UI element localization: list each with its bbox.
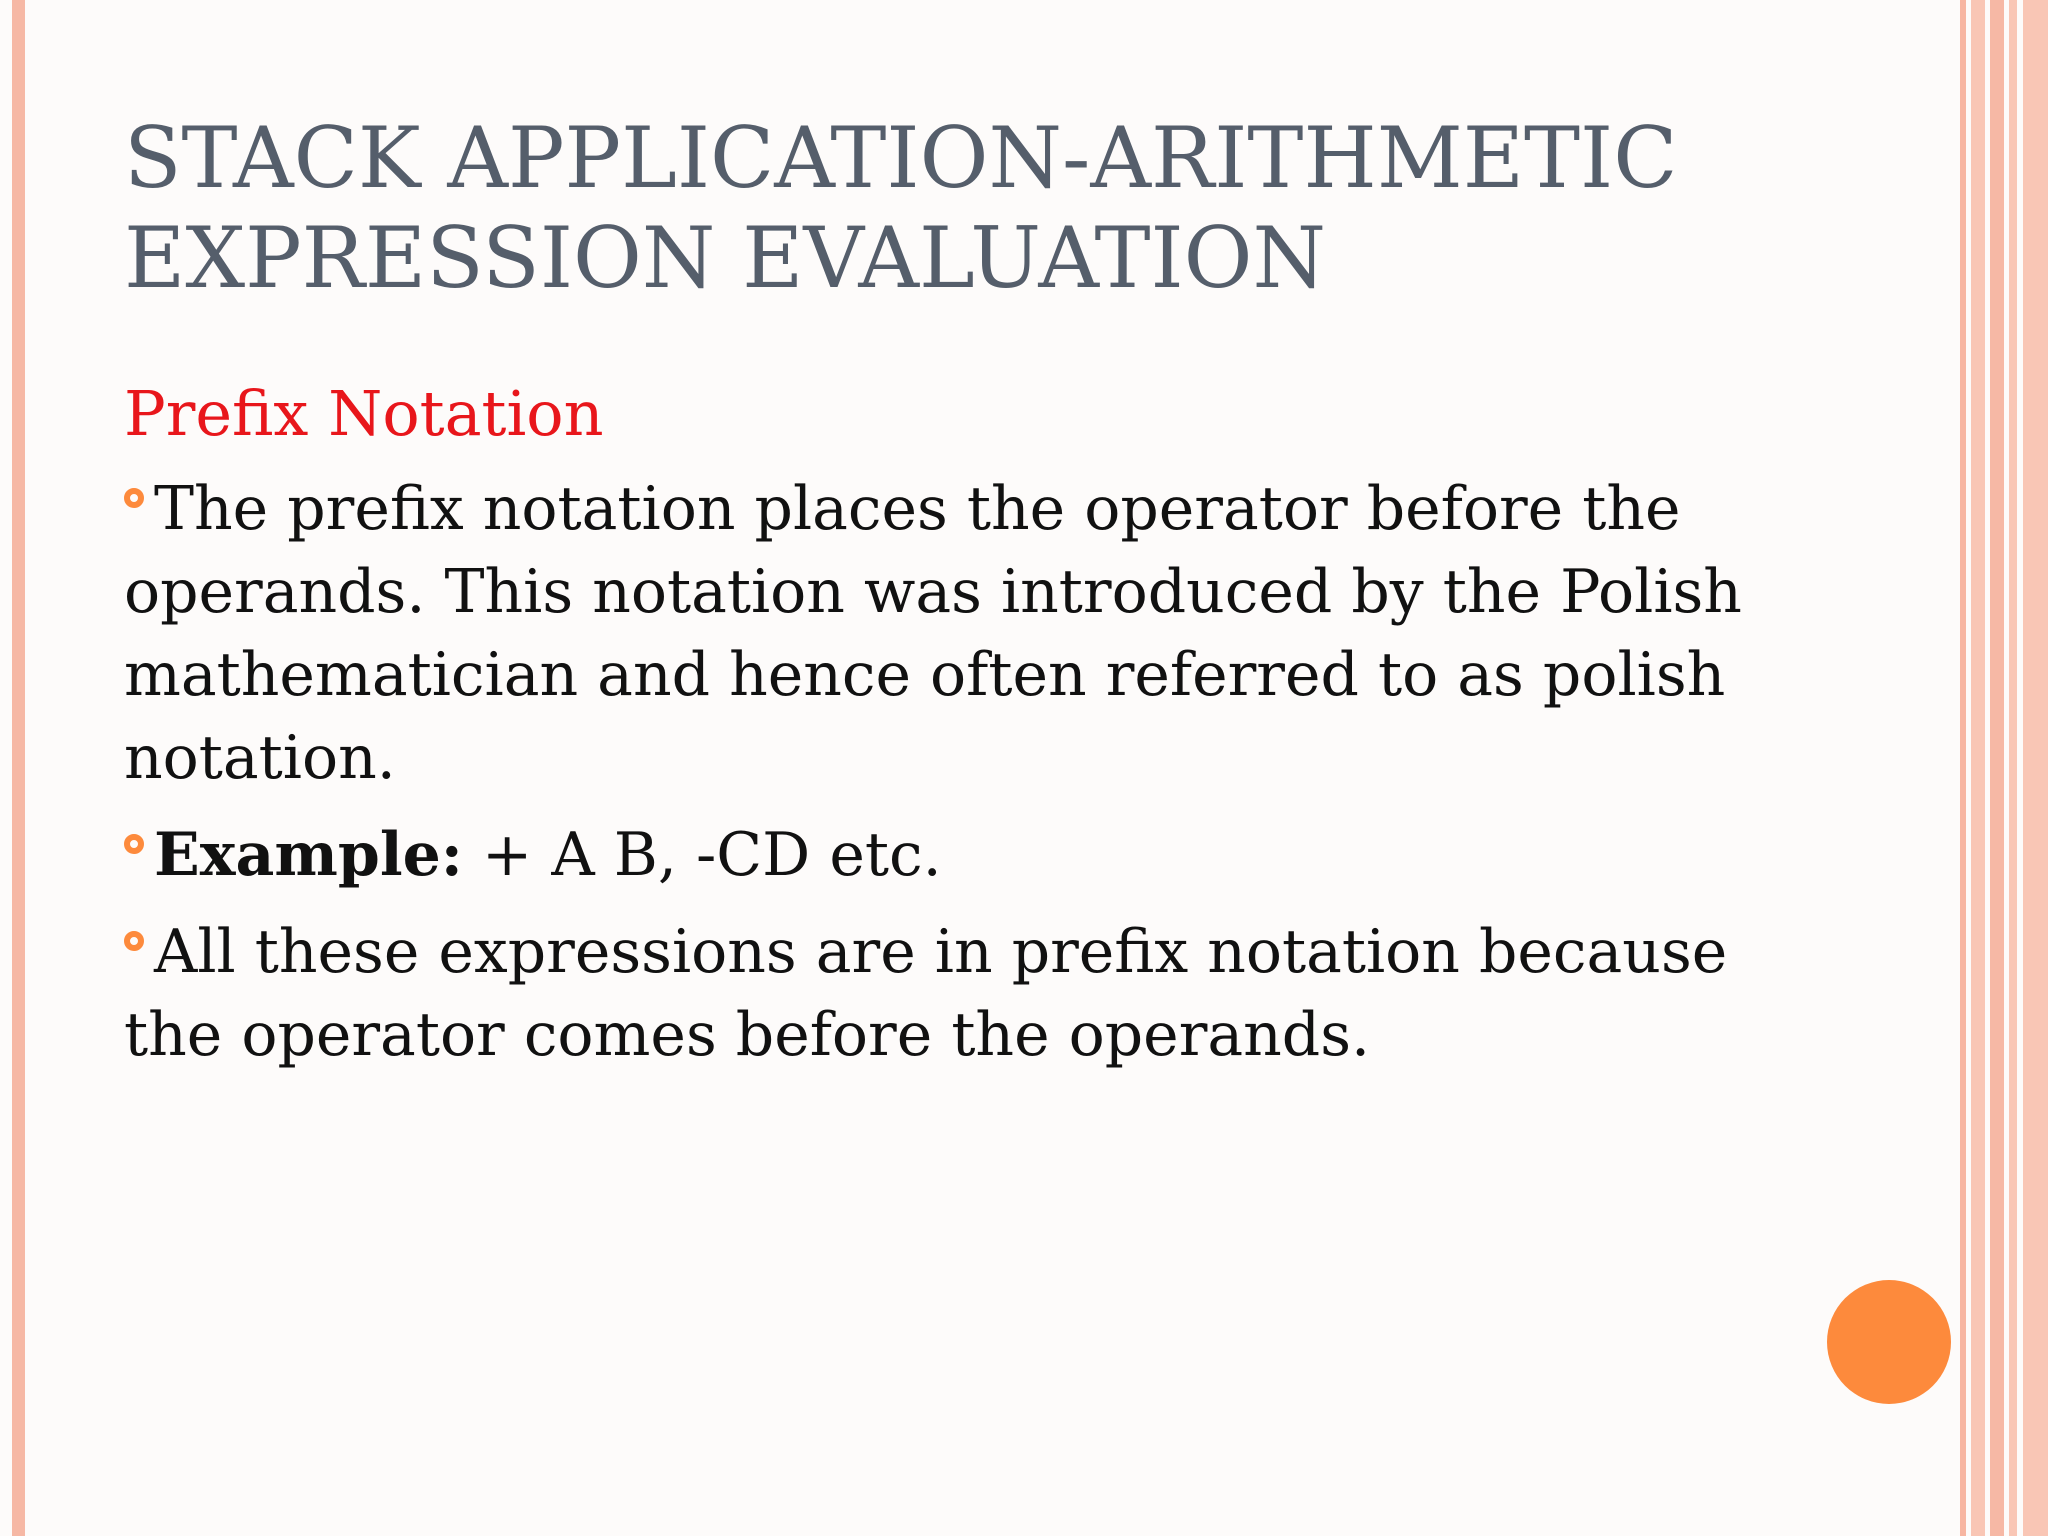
right-decorative-stripe-3 (1990, 0, 2004, 1536)
circle-bullet-icon (124, 488, 144, 508)
right-decorative-stripe-4 (2009, 0, 2048, 1536)
bullet-label: Example: (154, 820, 463, 890)
right-stripe-gap (2017, 0, 2023, 1536)
circle-bullet-icon (124, 931, 144, 951)
section-subheading: Prefix Notation (124, 377, 604, 450)
slide-title (124, 108, 1904, 308)
right-decorative-stripe-2 (1971, 0, 1985, 1536)
bullet-text: All these expressions are in prefix notation because the operator comes before the operands. (124, 917, 1728, 1070)
circle-bullet-icon (124, 834, 144, 854)
bullet-text: + A B, -CD etc. (462, 820, 942, 890)
slide-title-line-2: EXPRESSION EVALUATION (124, 209, 1327, 307)
orange-circle-decoration (1827, 1280, 1951, 1404)
bullet-item-example (124, 814, 1764, 897)
bullet-item-definition (124, 468, 1764, 800)
slide-title-line-1: STACK APPLICATION-ARITHMETIC (124, 109, 1678, 207)
slide-body (124, 372, 1764, 1091)
bullet-text: The prefix notation places the operator before the operands. This notation was introduced by the Polish mathematician and hence often referred to as polish notation. (124, 474, 1742, 793)
left-decorative-stripe (12, 0, 25, 1536)
bullet-item-explanation (124, 911, 1764, 1077)
right-decorative-stripe-1 (1960, 0, 1966, 1536)
